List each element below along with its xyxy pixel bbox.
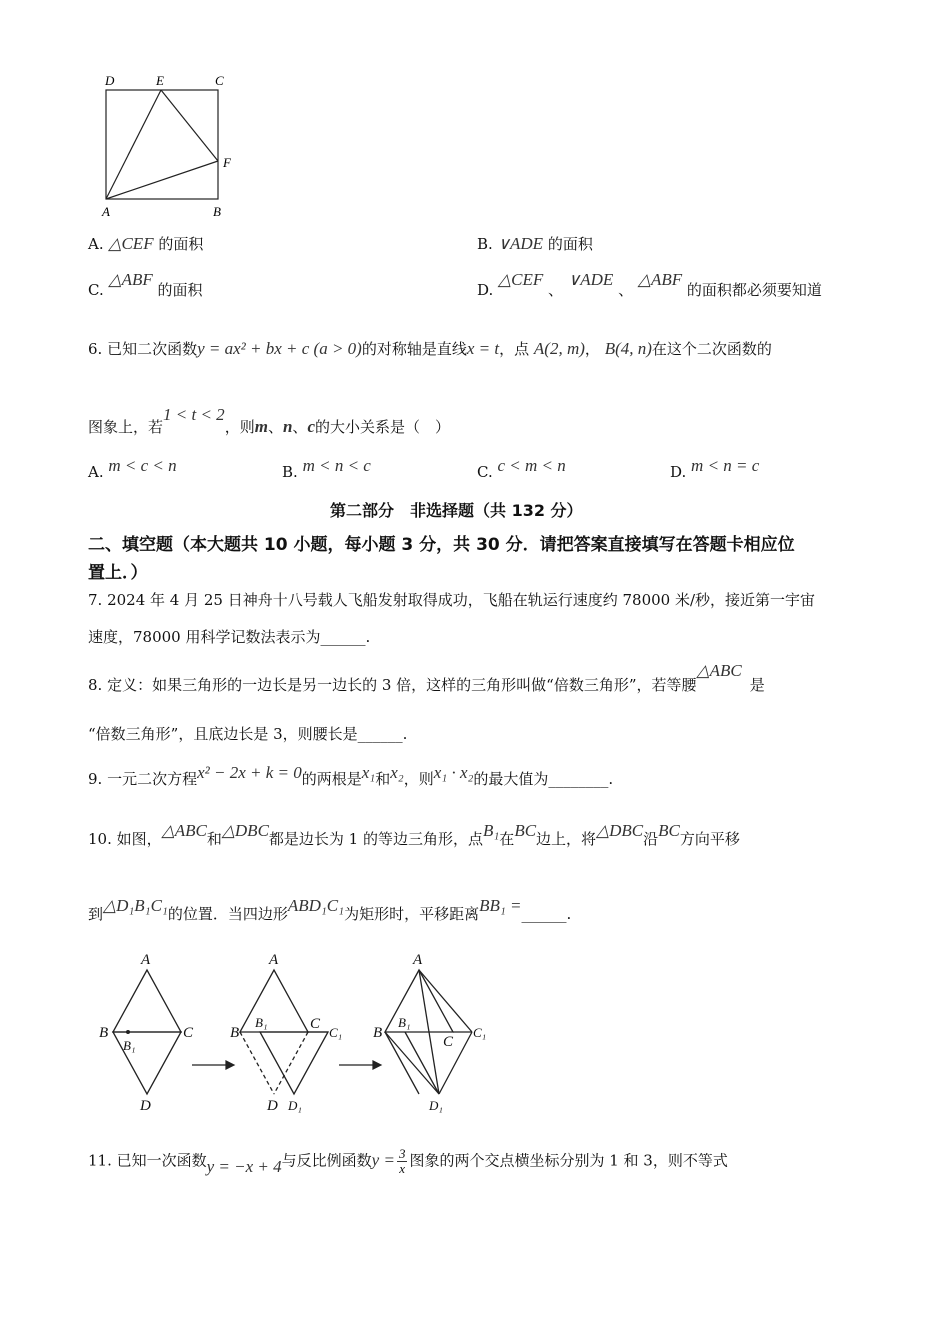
q5-option-a: A. △CEF 的面积 [88,234,204,253]
p3-label-C1: C₁ [473,1025,487,1040]
q5-option-c: C. △ABF 的面积 [88,270,203,299]
p3-label-D1: D₁ [429,1098,443,1113]
p2-label-B: B [230,1025,240,1041]
q6-option-a: A. m < c < n [88,456,177,481]
p2-label-D1: D₁ [288,1098,302,1113]
p1-label-D: D [140,1098,151,1114]
square-figure [95,70,245,225]
q6-line1: 6. 已知二次函数y = ax² + bx + c (a > 0)的对称轴是直线x = t，点 A(2, m)， B(4, n)在这个二次函数的 [88,339,772,358]
q11-line: 11. 已知一次函数y = −x + 4与反比例函数y = $\frac{3}{x}$ 图象的两个交点横坐标分别为 1 和 3，则不等式 [88,1146,728,1176]
p2-label-D: D [267,1098,278,1114]
q6-option-d: D. m < n = c [670,456,760,481]
q8-line2: “倍数三角形”，且底边长是 3，则腰长是______. [88,725,408,743]
p3-label-B1: B₁ [398,1015,411,1030]
p2-label-C: C [310,1016,321,1032]
q10-line1: 10. 如图，△ABC和△DBC都是边长为 1 的等边三角形，点B₁在BC边上，将△DBC沿BC方向平移 [88,821,740,848]
q5-option-b: B. ∨ADE 的面积 [477,234,593,253]
p3-label-C: C [443,1034,454,1050]
p2-label-B1: B₁ [255,1015,268,1030]
label-C: C [215,73,224,88]
q5-option-d: D. △CEF 、 ∨ADE 、 △ABF 的面积都必须要知道 [477,270,822,299]
p3-label-B: B [373,1025,383,1041]
fraction: $\frac{3}{x}$ [398,1146,406,1176]
q6-option-b: B. m < n < c [282,456,371,481]
q6-line2: 图象上，若1 < t < 2，则m、n、c的大小关系是（ ） [88,405,450,436]
p1-label-B: B [99,1025,109,1041]
p2-label-A: A [269,952,279,968]
p2-label-C1: C₁ [329,1025,343,1040]
translation-figure [95,950,505,1120]
section2-heading-line2: 置上．） [88,563,148,583]
label-D: D [105,73,115,88]
p1-label-A: A [141,952,151,968]
p1-label-B1: B₁ [123,1038,136,1053]
q7-line1: 7. 2024 年 4 月 25 日神舟十八号载人飞船发射取得成功，飞船在轨运行速度约 78000 米/秒，接近第一宇宙 [88,591,816,609]
label-F: F [223,155,231,170]
p3-label-A: A [413,952,423,968]
q8-line1: 8. 定义：如果三角形的一边长是另一边长的 3 倍，这样的三角形叫做“倍数三角形”，若等腰△ABC是 [88,661,765,694]
section2-heading-line1: 二、填空题（本大题共 10 小题，每小题 3 分，共 30 分．请把答案直接填写在答题卡相应位 [88,535,795,555]
part2-heading: 第二部分 非选择题（共 132 分） [330,501,583,520]
p1-label-C: C [183,1025,194,1041]
label-A: A [102,204,110,219]
q10-line2: 到△D₁B₁C₁的位置．当四边形ABD₁C₁为矩形时，平移距离BB₁ =______. [88,896,572,923]
label-B: B [213,204,221,219]
q6-option-c: C. c < m < n [477,456,566,481]
q9-line: 9. 一元二次方程x² − 2x + k = 0的两根是x₁和x₂，则x₁ · x₂的最大值为________. [88,763,614,788]
label-E: E [156,73,164,88]
q7-line2: 速度，78000 用科学记数法表示为______. [88,628,371,646]
